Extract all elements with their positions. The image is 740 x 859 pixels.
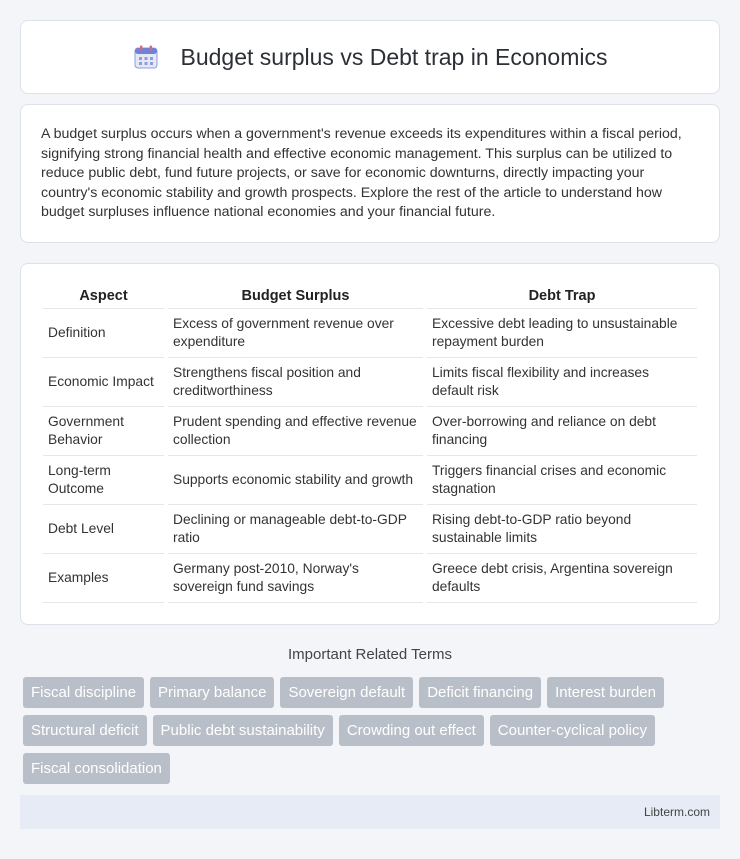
intro-card [20,104,720,243]
row-budget-surplus: Germany post-2010, Norway's sovereign fund savings [168,554,423,603]
term-tag[interactable]: Public debt sustainability [153,715,333,746]
row-aspect: Debt Level [43,505,164,554]
header-budget-surplus: Budget Surplus [168,284,423,309]
term-tag[interactable]: Sovereign default [280,677,413,708]
row-aspect: Examples [43,554,164,603]
comparison-table-card [20,263,720,625]
term-tag[interactable]: Fiscal discipline [23,677,144,708]
row-debt-trap: Limits fiscal flexibility and increases default risk [427,358,697,407]
term-tag[interactable]: Primary balance [150,677,274,708]
row-debt-trap: Rising debt-to-GDP ratio beyond sustainable limits [427,505,697,554]
related-terms-title: Important Related Terms [288,646,452,663]
row-aspect: Long-term Outcome [43,456,164,505]
term-tag[interactable]: Fiscal consolidation [23,753,170,784]
footer [20,795,720,829]
term-tag[interactable]: Structural deficit [23,715,147,746]
row-debt-trap: Excessive debt leading to unsustainable repayment burden [427,309,697,358]
page-title: Budget surplus vs Debt trap in Economics [180,43,608,70]
table-header-row [43,284,697,309]
term-tag[interactable]: Interest burden [547,677,664,708]
term-tag[interactable]: Crowding out effect [339,715,484,746]
header-debt-trap: Debt Trap [427,284,697,309]
row-aspect: Definition [43,309,164,358]
row-budget-surplus: Declining or manageable debt-to-GDP ratio [168,505,423,554]
row-aspect: Economic Impact [43,358,164,407]
footer-site-link[interactable]: Libterm.com [643,805,710,819]
title-card [20,20,720,94]
related-terms-list [23,677,723,784]
row-debt-trap: Triggers financial crises and economic stagnation [427,456,697,505]
table-row [43,554,697,603]
table-row [43,309,697,358]
row-budget-surplus: Excess of government revenue over expenditure [168,309,423,358]
row-budget-surplus: Supports economic stability and growth [168,456,423,505]
header-aspect: Aspect [43,284,164,309]
row-debt-trap: Greece debt crisis, Argentina sovereign defaults [427,554,697,603]
term-tag[interactable]: Deficit financing [419,677,541,708]
comparison-table [39,284,701,603]
table-row [43,456,697,505]
row-aspect: Government Behavior [43,407,164,456]
table-row [43,358,697,407]
table-row [43,407,697,456]
table-row [43,505,697,554]
row-budget-surplus: Prudent spending and effective revenue collection [168,407,423,456]
calendar-icon [133,44,159,70]
row-debt-trap: Over-borrowing and reliance on debt financing [427,407,697,456]
term-tag[interactable]: Counter-cyclical policy [490,715,655,746]
row-budget-surplus: Strengthens fiscal position and creditworthiness [168,358,423,407]
intro-paragraph: A budget surplus occurs when a government's revenue exceeds its expenditures within a fiscal period, signifying strong financial health and effective economic management. This surplus can be utilized to reduce public debt, fund future projects, or save for economic downturns, directly impacting your country's economic stability and growth prospects. Explore the rest of the article to understand how budget surpluses influence national economies and your financial future. [41,126,682,221]
